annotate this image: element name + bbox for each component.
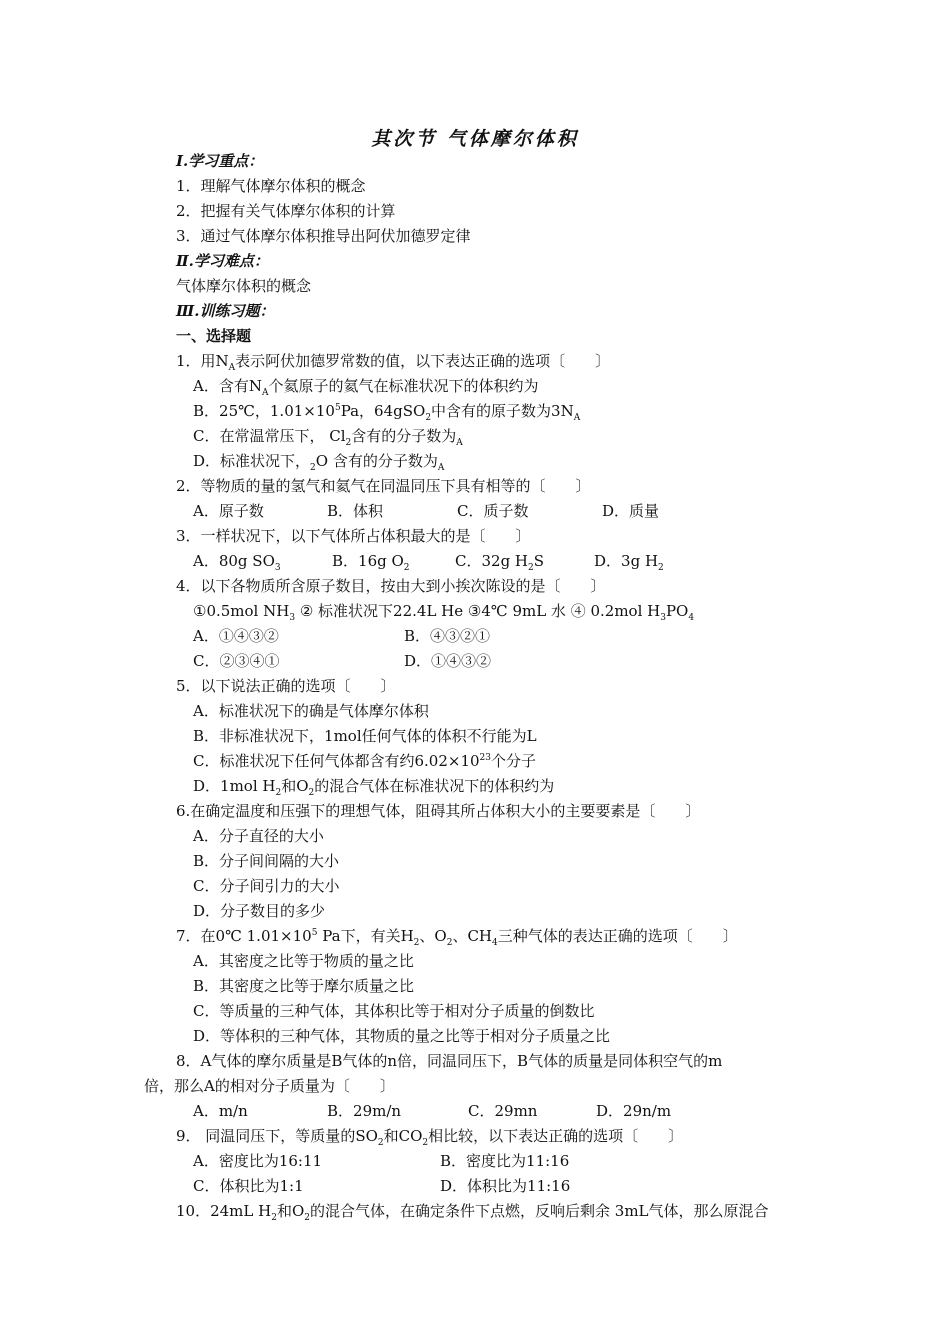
q4-option-d: D．①④③② [404,652,492,670]
q4-option-a: A．①④③② [193,627,279,645]
q5-option-a: A．标准状况下的确是气体摩尔体积 [193,702,429,720]
q2-stem: 2．等物质的量的氢气和氦气在同温同压下具有相等的〔 〕 [176,477,591,495]
q8-option-b: B．29m/n [327,1102,402,1120]
q9-option-a: A．密度比为16:11 [193,1152,323,1170]
q2-option-d: D．质量 [602,502,660,520]
q9-option-c: C．体积比为1:1 [193,1177,304,1195]
q8-option-a: A．m/n [193,1102,248,1120]
q1-option-d: D．标准状况下，$_2$O 含有的分子数为$_A$ [193,452,445,473]
q1-option-c: C．在常温常压下， $Cl_2$含有的分子数为$_A$ [193,427,463,448]
q6-option-d: D．分子数目的多少 [193,902,326,920]
q5-option-c: C．标准状况下任何气体都含有约$6.02\times 10^{23}$个分子 [193,752,537,770]
q6-stem: 6.在确定温度和压强下的理想气体，阻碍其所占体积大小的主要要素是〔 〕 [176,802,701,820]
q6-option-a: A．分子直径的大小 [193,827,324,845]
q2-option-c: C．质子数 [457,502,529,520]
difficulty-heading: Ⅱ.学习难点： [176,252,269,270]
q3-option-b: B．16g $O_2$ [332,552,410,573]
q5-option-b: B．非标准状况下，1mol任何气体的体积不行能为L [193,727,537,745]
q7-option-c: C．等质量的三种气体，其体积比等于相对分子质量的倒数比 [193,1002,595,1020]
q1-option-a: A．含有$N_A$个氦原子的氦气在标准状况下的体积约为 [193,377,539,398]
q8-stem-line-1: 8．A气体的摩尔质量是B气体的n倍，同温同压下，B气体的质量是同体积空气的m [176,1052,723,1070]
page-title: 其次节 气体摩尔体积 [371,128,579,150]
key-point-3: 3．通过气体摩尔体积推导出阿伏加德罗定律 [176,227,471,245]
q8-stem-line-2: 倍，那么A的相对分子质量为〔 〕 [144,1077,395,1095]
q2-option-a: A．原子数 [193,502,264,520]
q3-option-a: A．80g $SO_3$ [193,552,281,573]
q4-stem: 4．以下各物质所含原子数目，按由大到小挨次陈设的是〔 〕 [176,577,606,595]
q10-stem: 10．24mL $H_2$和$O_2$的混合气体，在确定条件下点燃，反响后剩余 3mL气体，那么原混合 [176,1202,769,1223]
q4-option-b: B．④③②① [404,627,491,645]
q7-option-a: A．其密度之比等于物质的量之比 [193,952,414,970]
q6-option-b: B．分子间间隔的大小 [193,852,340,870]
section-multiple-choice: 一、选择题 [176,327,252,345]
q5-option-d: D．1mol $H_2$和$O_2$的混合气体在标准状况下的体积约为 [193,777,555,798]
q8-option-c: C．29mn [468,1102,538,1120]
q6-option-c: C．分子间引力的大小 [193,877,340,895]
q8-option-d: D．29n/m [596,1102,672,1120]
q7-stem: 7．在0℃ $1.01\times 10^5$ Pa下，有关$H_2$、$O_2$、$CH_4$三种气体的表达正确的选项〔 〕 [176,927,738,948]
q3-stem: 3．一样状况下，以下气体所占体积最大的是〔 〕 [176,527,531,545]
q9-option-b: B．密度比为11:16 [440,1152,570,1170]
q5-stem: 5．以下说法正确的选项〔 〕 [176,677,396,695]
q3-option-d: D．3g $H_2$ [594,552,664,573]
q7-option-d: D．等体积的三种气体，其物质的量之比等于相对分子质量之比 [193,1027,611,1045]
q3-option-c: C．32g $H_2S$ [455,552,545,573]
q1-option-b: B．25℃，$1.01\times 10^5Pa$，64gSO$_2$中含有的原子数为$3N_A$ [193,402,581,423]
exercise-heading: Ⅲ.训练习题： [176,302,275,320]
key-points-heading: Ⅰ.学习重点： [176,152,264,170]
q9-option-d: D．体积比为11:16 [440,1177,571,1195]
difficulty-text: 气体摩尔体积的概念 [176,277,312,295]
q4-option-c: C．②③④① [193,652,280,670]
q4-items: ①0.5mol $NH_3$ ② 标准状况下22.4L He ③4℃ 9mL 水 ④ 0.2mol $H_3PO_4$ [193,602,695,623]
q2-option-b: B．体积 [327,502,384,520]
q7-option-b: B．其密度之比等于摩尔质量之比 [193,977,415,995]
q1-stem: 1．用$N_A$表示阿伏加德罗常数的值，以下表达正确的选项〔 〕 [176,352,611,373]
key-point-2: 2．把握有关气体摩尔体积的计算 [176,202,396,220]
q9-stem: 9． 同温同压下，等质量的$SO_2$和$CO_2$相比较，以下表达正确的选项〔 〕 [176,1127,684,1148]
key-point-1: 1．理解气体摩尔体积的概念 [176,177,366,195]
